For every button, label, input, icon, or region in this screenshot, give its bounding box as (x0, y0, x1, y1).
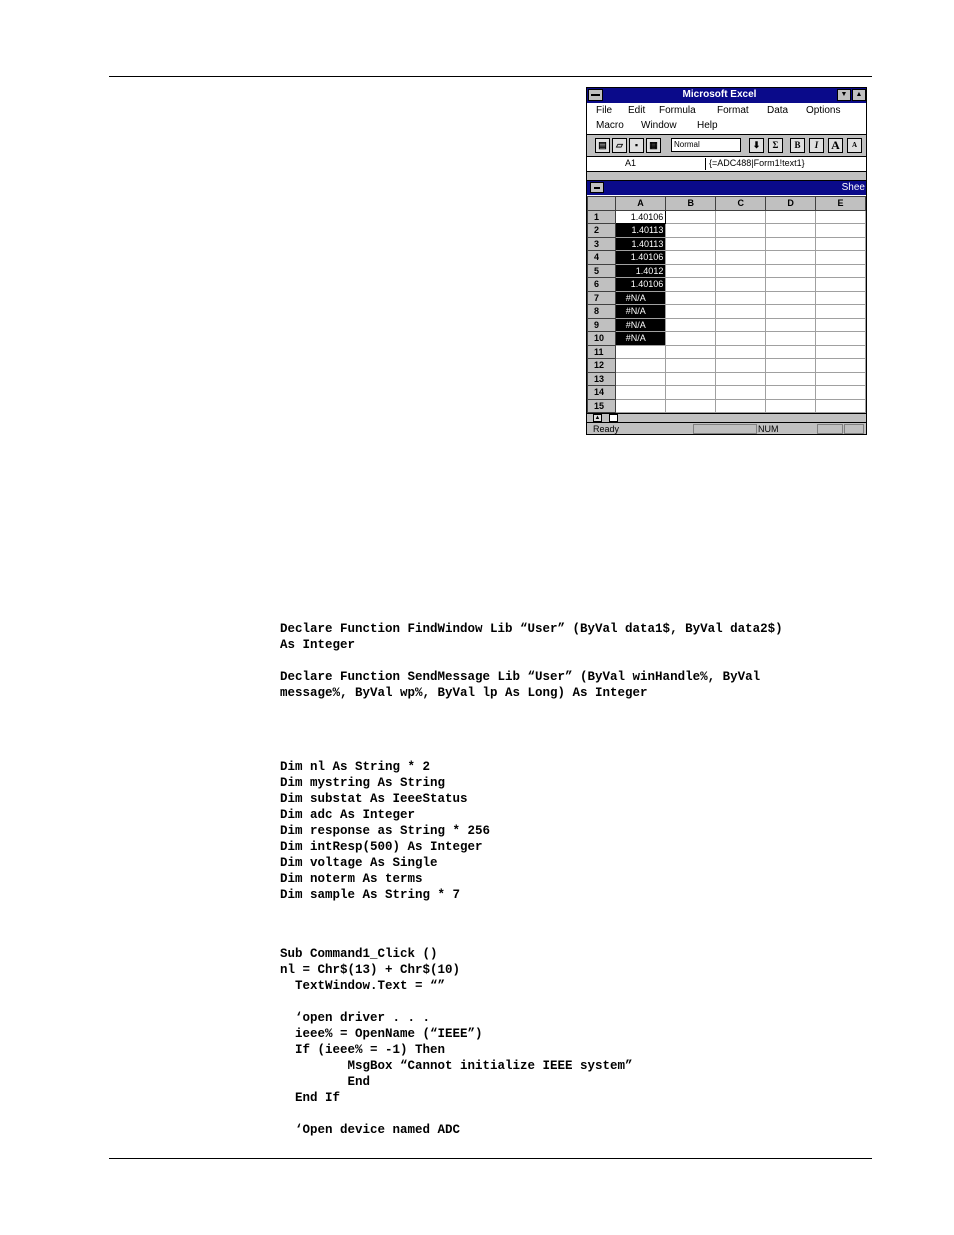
cell[interactable] (716, 264, 766, 278)
footer-rule (109, 1158, 872, 1159)
formula-divider (705, 158, 706, 170)
cell[interactable] (716, 332, 766, 346)
increase-font-button[interactable]: A (828, 138, 843, 153)
row-header[interactable]: 6 (588, 278, 616, 292)
cell[interactable] (666, 386, 716, 400)
table-row (588, 345, 866, 359)
cell[interactable] (716, 386, 766, 400)
scroll-thumb[interactable] (609, 414, 618, 422)
table-row (588, 386, 866, 400)
code-line: Dim mystring As String (280, 776, 446, 790)
sheet-title-bar (587, 181, 866, 195)
table-row (588, 305, 866, 319)
code-dim-statements (280, 759, 490, 903)
excel-window (586, 87, 867, 435)
excel-title: Microsoft Excel (682, 89, 757, 100)
cell[interactable] (766, 345, 816, 359)
menu-data[interactable]: Data (767, 105, 789, 116)
code-line: Dim adc As Integer (280, 808, 416, 822)
row-header[interactable]: 5 (588, 264, 616, 278)
row-header[interactable]: 3 (588, 237, 616, 251)
code-line: message%, ByVal wp%, ByVal lp As Long) As Integer (280, 686, 648, 700)
cell[interactable] (816, 251, 866, 265)
select-all-corner[interactable] (588, 197, 616, 211)
excel-title-bar (587, 88, 866, 103)
row-header[interactable]: 12 (588, 359, 616, 373)
code-line: Sub Command1_Click () (280, 947, 438, 961)
code-line (280, 994, 633, 1010)
row-header[interactable]: 1 (588, 210, 616, 224)
code-line: Dim sample As String * 7 (280, 888, 461, 902)
cell[interactable] (766, 224, 816, 238)
cell-a12[interactable] (615, 359, 666, 373)
scroll-left-icon[interactable]: ▲ (594, 415, 601, 421)
italic-button[interactable]: I (809, 138, 824, 153)
cell[interactable] (716, 345, 766, 359)
table-row (588, 224, 866, 238)
cell[interactable] (816, 332, 866, 346)
cell[interactable] (716, 210, 766, 224)
cell-a13[interactable] (615, 372, 666, 386)
cell[interactable] (716, 305, 766, 319)
cell[interactable] (816, 237, 866, 251)
cell-a6[interactable]: 1.40106 (615, 278, 666, 292)
cell[interactable] (716, 318, 766, 332)
formula-bar (587, 157, 866, 172)
status-panel (844, 424, 864, 434)
cell[interactable] (716, 278, 766, 292)
cell-a10[interactable]: #N/A (615, 332, 666, 346)
table-row (588, 237, 866, 251)
cell-a8[interactable]: #N/A (615, 305, 666, 319)
table-row (588, 210, 866, 224)
cell[interactable] (666, 372, 716, 386)
autosum-button[interactable]: Σ (768, 138, 783, 153)
code-line: Dim nl As String * 2 (280, 760, 431, 774)
cell[interactable] (666, 224, 716, 238)
maximize-button[interactable]: ▲ (852, 89, 866, 101)
code-line: Dim response as String * 256 (280, 824, 491, 838)
cell-reference[interactable]: A1 (625, 158, 637, 168)
cell[interactable] (766, 386, 816, 400)
cell[interactable] (666, 305, 716, 319)
cell[interactable] (716, 399, 766, 413)
decrease-font-button[interactable]: A (847, 138, 862, 153)
status-bar (587, 422, 866, 435)
code-line: As Integer (280, 638, 356, 652)
style-select[interactable]: Normal (671, 138, 741, 152)
cell-a7[interactable]: #N/A (615, 291, 666, 305)
table-row (588, 332, 866, 346)
bold-button[interactable]: B (790, 138, 805, 153)
table-row (588, 372, 866, 386)
code-line: End If (280, 1091, 341, 1105)
cell[interactable] (666, 332, 716, 346)
table-row (588, 318, 866, 332)
menu-help[interactable]: Help (697, 120, 718, 131)
table-row (588, 251, 866, 265)
row-header[interactable]: 11 (588, 345, 616, 359)
code-line: ieee% = OpenName (“IEEE”) (280, 1027, 483, 1041)
open-file-icon[interactable]: ▱ (612, 138, 627, 153)
table-row (588, 278, 866, 292)
menu-edit[interactable]: Edit (628, 105, 646, 116)
table-row (588, 399, 866, 413)
code-line: Dim intResp(500) As Integer (280, 840, 483, 854)
save-icon[interactable]: ▪ (629, 138, 644, 153)
cell[interactable] (666, 264, 716, 278)
menu-bar (587, 103, 866, 135)
menu-window[interactable]: Window (641, 120, 677, 131)
cell-a4[interactable]: 1.40106 (615, 251, 666, 265)
cell[interactable] (816, 210, 866, 224)
code-line: Declare Function FindWindow Lib “User” (ByVal data1$, ByVal data2$) (280, 622, 783, 636)
cell[interactable] (666, 291, 716, 305)
cell[interactable] (816, 305, 866, 319)
code-line (280, 653, 783, 669)
row-header[interactable]: 10 (588, 332, 616, 346)
formula-input[interactable]: {=ADC488|Form1!text1} (709, 158, 805, 168)
print-icon[interactable]: ▦ (646, 138, 661, 153)
cell-a2[interactable]: 1.40113 (615, 224, 666, 238)
cell[interactable] (666, 399, 716, 413)
cell[interactable] (816, 359, 866, 373)
menu-options[interactable]: Options (806, 105, 841, 116)
code-line: ‘Open device named ADC (280, 1123, 461, 1137)
code-command1-click (280, 946, 633, 1138)
cell[interactable] (816, 386, 866, 400)
cell[interactable] (666, 210, 716, 224)
cell[interactable] (716, 359, 766, 373)
code-line: Dim noterm As terms (280, 872, 423, 886)
row-header[interactable]: 13 (588, 372, 616, 386)
cell[interactable] (716, 372, 766, 386)
menu-file[interactable]: File (596, 105, 613, 116)
cell[interactable] (816, 345, 866, 359)
table-row (588, 359, 866, 373)
menu-format[interactable]: Format (717, 105, 749, 116)
row-header[interactable]: 9 (588, 318, 616, 332)
cell[interactable] (766, 359, 816, 373)
cell[interactable] (666, 359, 716, 373)
cell[interactable] (766, 318, 816, 332)
code-line: MsgBox “Cannot initialize IEEE system” (280, 1059, 633, 1073)
cell[interactable] (766, 210, 816, 224)
cell[interactable] (816, 318, 866, 332)
table-row (588, 264, 866, 278)
code-line: If (ieee% = -1) Then (280, 1043, 446, 1057)
column-header-a[interactable]: A (615, 197, 666, 211)
cell[interactable] (716, 251, 766, 265)
cell[interactable] (766, 305, 816, 319)
cell[interactable] (766, 372, 816, 386)
code-line: Dim voltage As Single (280, 856, 438, 870)
cell[interactable] (816, 224, 866, 238)
cell[interactable] (666, 278, 716, 292)
cell-a14[interactable] (615, 386, 666, 400)
cell[interactable] (766, 264, 816, 278)
cell-a3[interactable]: 1.40113 (615, 237, 666, 251)
toolbar (587, 135, 866, 157)
row-header[interactable]: 8 (588, 305, 616, 319)
cell[interactable] (666, 318, 716, 332)
row-header[interactable]: 15 (588, 399, 616, 413)
cell[interactable] (816, 399, 866, 413)
cell[interactable] (816, 264, 866, 278)
new-sheet-icon[interactable]: ▤ (595, 138, 610, 153)
cell-a9[interactable]: #N/A (615, 318, 666, 332)
cell-a5[interactable]: 1.4012 (615, 264, 666, 278)
column-header-c[interactable]: C (716, 197, 766, 211)
menu-formula[interactable]: Formula (659, 105, 696, 116)
status-num-lock: NUM (758, 424, 779, 434)
row-header[interactable]: 2 (588, 224, 616, 238)
status-ready: Ready (593, 424, 620, 434)
code-declarations (280, 621, 783, 701)
column-header-b[interactable]: B (666, 197, 716, 211)
minimize-button[interactable]: ▼ (837, 89, 851, 101)
sheet-title: Shee (841, 182, 865, 193)
cell[interactable] (816, 278, 866, 292)
row-header[interactable]: 14 (588, 386, 616, 400)
cell[interactable] (766, 251, 816, 265)
code-line: TextWindow.Text = “” (280, 979, 446, 993)
code-line: ‘open driver . . . (280, 1011, 431, 1025)
column-header-d[interactable]: D (766, 197, 816, 211)
cell[interactable] (816, 372, 866, 386)
cell[interactable] (766, 332, 816, 346)
column-header-row (588, 197, 866, 211)
code-line (280, 1106, 633, 1122)
cell[interactable] (716, 224, 766, 238)
workspace-background (587, 172, 866, 181)
menu-macro[interactable]: Macro (596, 120, 624, 131)
style-dropdown-icon[interactable]: ⬇ (749, 138, 764, 153)
cell-a1[interactable]: 1.40106 (615, 210, 666, 224)
sheet-control-icon[interactable] (590, 182, 604, 193)
column-header-e[interactable]: E (816, 197, 866, 211)
cell[interactable] (766, 291, 816, 305)
cell[interactable] (666, 345, 716, 359)
cell[interactable] (666, 251, 716, 265)
worksheet-grid (587, 196, 866, 413)
cell[interactable] (766, 278, 816, 292)
status-panel (817, 424, 843, 434)
code-line: Dim substat As IeeeStatus (280, 792, 468, 806)
status-panel (693, 424, 757, 434)
row-header[interactable]: 4 (588, 251, 616, 265)
system-menu-icon[interactable] (588, 89, 603, 101)
table-row (588, 291, 866, 305)
cell[interactable] (716, 237, 766, 251)
cell-a15[interactable] (615, 399, 666, 413)
header-rule (109, 76, 872, 77)
row-header[interactable]: 7 (588, 291, 616, 305)
cell[interactable] (766, 237, 816, 251)
cell[interactable] (716, 291, 766, 305)
code-line: Declare Function SendMessage Lib “User” (ByVal winHandle%, ByVal (280, 670, 761, 684)
cell[interactable] (816, 291, 866, 305)
cell-a11[interactable] (615, 345, 666, 359)
cell[interactable] (766, 399, 816, 413)
cell[interactable] (666, 237, 716, 251)
code-line: End (280, 1075, 371, 1089)
code-line: nl = Chr$(13) + Chr$(10) (280, 963, 461, 977)
